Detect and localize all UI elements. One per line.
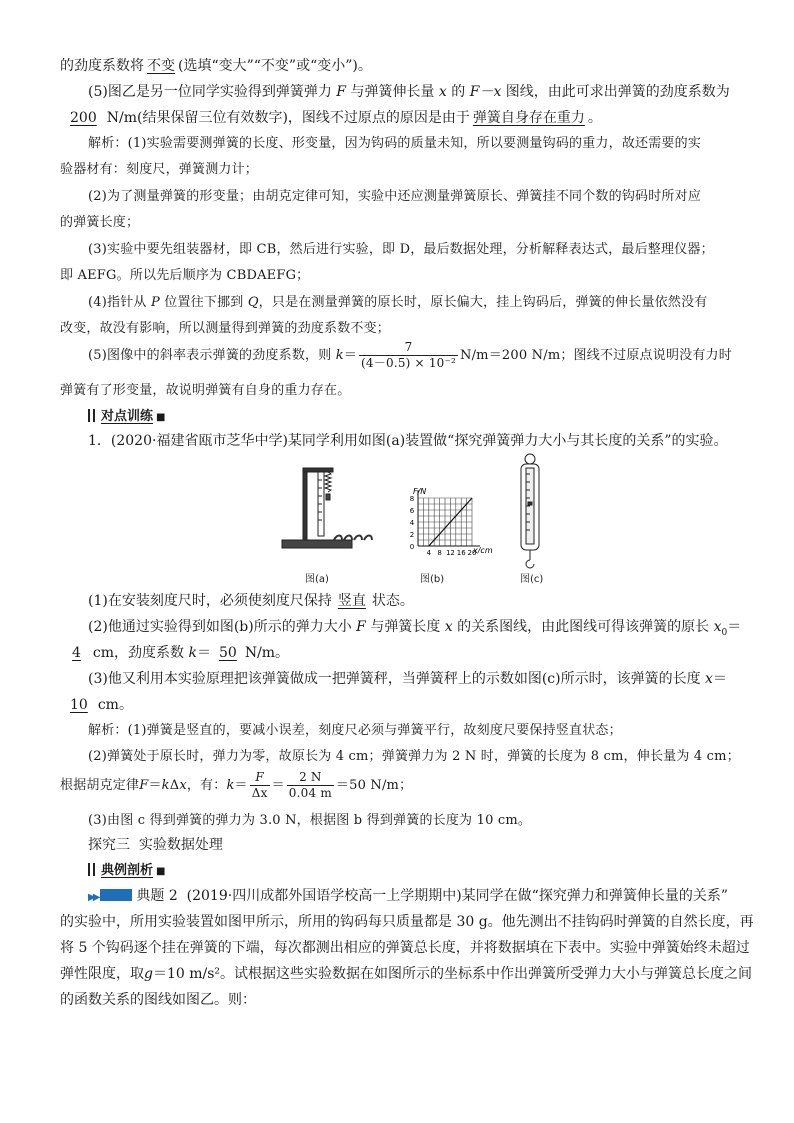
text: 状态。 bbox=[371, 593, 414, 609]
solution-line: (2)为了测量弹簧的形变量；由胡克定律可知，实验中还应测量弹簧原长、弹簧挂不同个数的钩码时所对应 bbox=[88, 189, 702, 204]
solution-line bbox=[88, 340, 732, 371]
x-tick-label: 12 bbox=[445, 549, 455, 557]
text: (2)他通过实验得到如图(b)所示的弹力大小 bbox=[88, 619, 352, 635]
text: ＝ bbox=[712, 671, 727, 687]
var-F: F bbox=[139, 778, 149, 793]
x-tick-label: 20 bbox=[467, 549, 477, 557]
solution-line: 解析：(1)实验需要测弹簧的长度、形变量，因为钩码的质量未知，所以要测量钩码的重力，故还需要的实 bbox=[88, 136, 702, 151]
answer-blank: 弹簧自身存在重力 bbox=[472, 110, 585, 126]
y-tick-label: 0 bbox=[409, 543, 415, 551]
section-name: 实验数据处理 bbox=[138, 837, 223, 853]
text: ，有： bbox=[186, 778, 227, 793]
example-line bbox=[60, 965, 752, 983]
text: ＝ bbox=[343, 348, 358, 363]
text: N/m。 bbox=[244, 645, 290, 661]
solution-line: (3)实验中要先组装器材，即 CB，然后进行实验，即 D，最后数据处理，分析解释表达式，最后整理仪器； bbox=[88, 242, 714, 257]
text: N/m＝200 N/m；图线不过原点说明没有力时 bbox=[460, 348, 732, 363]
text: (2019·四川成都外国语学校高一上学期期中)某同学在做“探究弹力和弹簧伸长量的关系” bbox=[186, 888, 728, 904]
y-tick-label: 4 bbox=[409, 519, 415, 527]
text-line bbox=[60, 57, 372, 75]
answer-blank: 200 bbox=[70, 110, 97, 126]
section-heading: 对点训练 ■ bbox=[88, 408, 165, 427]
var-x0: x bbox=[713, 619, 722, 635]
text: ＝ bbox=[271, 778, 285, 793]
text: ＝ bbox=[727, 619, 742, 635]
question-line bbox=[60, 696, 133, 714]
y-tick-label: 8 bbox=[409, 495, 415, 503]
section-title: 典例剖析 bbox=[101, 863, 154, 878]
var-k: k bbox=[188, 645, 197, 661]
question-line: 1．(2020·福建省瓯市芝华中学)某同学利用如图(a)装置做“探究弹簧弹力大小与其长度的关系”的实验。 bbox=[88, 433, 728, 449]
numerator: 7 bbox=[359, 340, 458, 356]
denominator: (4－0.5) × 10⁻² bbox=[361, 356, 457, 370]
var-k: k bbox=[161, 778, 170, 793]
text: (选填“变大”“不变”或“变小”)。 bbox=[178, 58, 372, 74]
question-line bbox=[88, 670, 727, 688]
text: 的关系图线，由此图线可得该弹簧的原长 bbox=[457, 619, 710, 635]
var-Q: Q bbox=[247, 295, 259, 310]
example-line bbox=[88, 887, 728, 907]
caption-b: 图(b) bbox=[420, 574, 445, 585]
example-line: 的函数关系的图线如图乙。则： bbox=[60, 992, 256, 1008]
text: 的劲度系数将 bbox=[60, 58, 144, 74]
fraction bbox=[250, 770, 270, 801]
var-P: P bbox=[150, 295, 160, 310]
text: (5)图乙是另一位同学实验得到弹簧弹力 bbox=[88, 84, 332, 100]
figures bbox=[270, 452, 570, 582]
solution-line: 弹簧有了形变量，故说明弹簧有自身的重力存在。 bbox=[60, 383, 351, 398]
text: ＝10 m/s²。试根据这些实验数据在如图所示的坐标系中作出弹簧所受弹力大小与弹簧总长度之间 bbox=[152, 966, 753, 982]
example-line: 将 5 个钩码逐个挂在弹簧的下端，每次都测出相应的弹簧总长度，并将数据填在下表中。实验中弹簧始终未超过 bbox=[60, 940, 750, 956]
var-g: g bbox=[144, 966, 153, 982]
section-title: 对点训练 bbox=[101, 409, 154, 424]
x-tick-label: 16 bbox=[456, 549, 466, 557]
text: (3)他又利用本实验原理把该弹簧做成一把弹簧秤，当弹簧秤上的示数如图(c)所示时，该弹簧的长度 bbox=[88, 671, 701, 687]
var-F: F bbox=[356, 619, 366, 635]
text: 与弹簧长度 bbox=[370, 619, 441, 635]
figure-b-chart bbox=[410, 487, 493, 557]
caption-c: 图(c) bbox=[520, 574, 544, 585]
figure-a-apparatus bbox=[282, 468, 372, 548]
example-badge bbox=[100, 889, 132, 901]
chart-xlabel: x/cm bbox=[473, 546, 493, 555]
caption-a: 图(a) bbox=[305, 574, 329, 585]
text: 图线，由此可求出弹簧的劲度系数为 bbox=[505, 84, 730, 100]
solution-line: (3)由图 c 得到弹簧的弹力为 3.0 N，根据图 b 得到弹簧的长度为 10 cm。 bbox=[88, 813, 532, 828]
solution-line bbox=[88, 294, 707, 312]
var-fx: F－x bbox=[469, 84, 502, 100]
solution-line bbox=[60, 770, 412, 801]
section-label: 探究三 bbox=[88, 837, 130, 853]
fraction bbox=[287, 770, 334, 801]
text: 位置往下挪到 bbox=[164, 295, 244, 310]
solution-line: 验器材有：刻度尺，弹簧测力计； bbox=[60, 162, 259, 177]
text: 根据胡克定律 bbox=[60, 778, 140, 793]
arrow-icon: ▶▶ bbox=[88, 892, 98, 903]
answer-blank: 50 bbox=[218, 645, 237, 661]
answer-blank: 4 bbox=[72, 645, 81, 661]
var-k: k bbox=[226, 778, 235, 793]
text: 。 bbox=[587, 110, 602, 126]
text-line bbox=[88, 83, 730, 101]
var-k: k bbox=[335, 348, 344, 363]
var-x: x bbox=[444, 619, 453, 635]
text: N/m(结果保留三位有效数字)，图线不过原点的原因是由于 bbox=[106, 110, 470, 126]
var-x: x bbox=[179, 778, 187, 793]
solution-line: 解析：(1)弹簧是竖直的，要减小误差，刻度尺必须与弹簧平行，故刻度尺要保持竖直状态； bbox=[88, 723, 622, 738]
x-tick-label: 8 bbox=[437, 549, 442, 557]
text: ，只是在测量弹簧的原长时，原长偏大，挂上钩码后，弹簧的伸长量依然没有 bbox=[258, 295, 708, 310]
text: Δ bbox=[169, 778, 180, 793]
answer-blank: 竖直 bbox=[337, 593, 366, 609]
denominator: Δx bbox=[251, 786, 268, 800]
subscript: 0 bbox=[721, 627, 728, 638]
example-label: 典题 2 bbox=[136, 888, 178, 904]
solution-line: 即 AEFG。所以先后顺序为 CBDAEFG； bbox=[60, 268, 310, 283]
section-title bbox=[88, 836, 223, 854]
text: (1)在安装刻度尺时，必须使刻度尺保持 bbox=[88, 593, 332, 609]
example-line: 的实验中，所用实验装置如图甲所示，所用的钩码每只质量都是 30 g。他先测出不挂钩码时弹簧的自然长度，再 bbox=[60, 914, 754, 930]
text: 的 bbox=[451, 84, 466, 100]
text: ＝50 N/m； bbox=[335, 778, 413, 793]
text: ＝ bbox=[196, 645, 211, 661]
var-x: x bbox=[438, 84, 447, 100]
solution-line: (2)弹簧处于原长时，弹力为零，故原长为 4 cm；弹簧弹力为 2 N 时，弹簧的长度为 8 cm，伸长量为 4 cm； bbox=[88, 749, 740, 764]
chart-ylabel: F/N bbox=[413, 487, 427, 496]
question-line bbox=[88, 592, 414, 610]
solution-line: 的弹簧长度； bbox=[60, 215, 140, 230]
text: (5)图像中的斜率表示弹簧的劲度系数，则 bbox=[88, 348, 332, 363]
y-tick-label: 2 bbox=[409, 531, 415, 539]
text: cm，劲度系数 bbox=[92, 645, 185, 661]
y-tick-label: 6 bbox=[409, 507, 415, 515]
var-F: F bbox=[336, 84, 347, 100]
text: ＝ bbox=[234, 778, 248, 793]
answer-blank: 10 bbox=[70, 697, 88, 713]
text-line bbox=[60, 109, 602, 127]
fraction bbox=[359, 340, 458, 371]
denominator: 0.04 m bbox=[288, 786, 332, 800]
text: 弹性限度，取 bbox=[60, 966, 144, 982]
section-heading: 典例剖析 ■ bbox=[88, 862, 165, 881]
question-line bbox=[88, 618, 741, 642]
text: (4)指针从 bbox=[88, 295, 147, 310]
numerator: F bbox=[250, 770, 270, 786]
x-tick-label: 4 bbox=[426, 549, 432, 557]
solution-line: 改变，故没有影响，所以测量得到弹簧的劲度系数不变； bbox=[60, 321, 391, 336]
figure-c-spring-scale bbox=[521, 454, 539, 568]
text: ＝ bbox=[148, 778, 162, 793]
text: 与弹簧伸长量 bbox=[350, 84, 435, 100]
numerator: 2 N bbox=[287, 770, 334, 786]
text: cm。 bbox=[97, 697, 133, 713]
answer-blank: 不变 bbox=[147, 58, 175, 74]
question-line bbox=[60, 644, 289, 662]
var-x: x bbox=[705, 671, 713, 687]
